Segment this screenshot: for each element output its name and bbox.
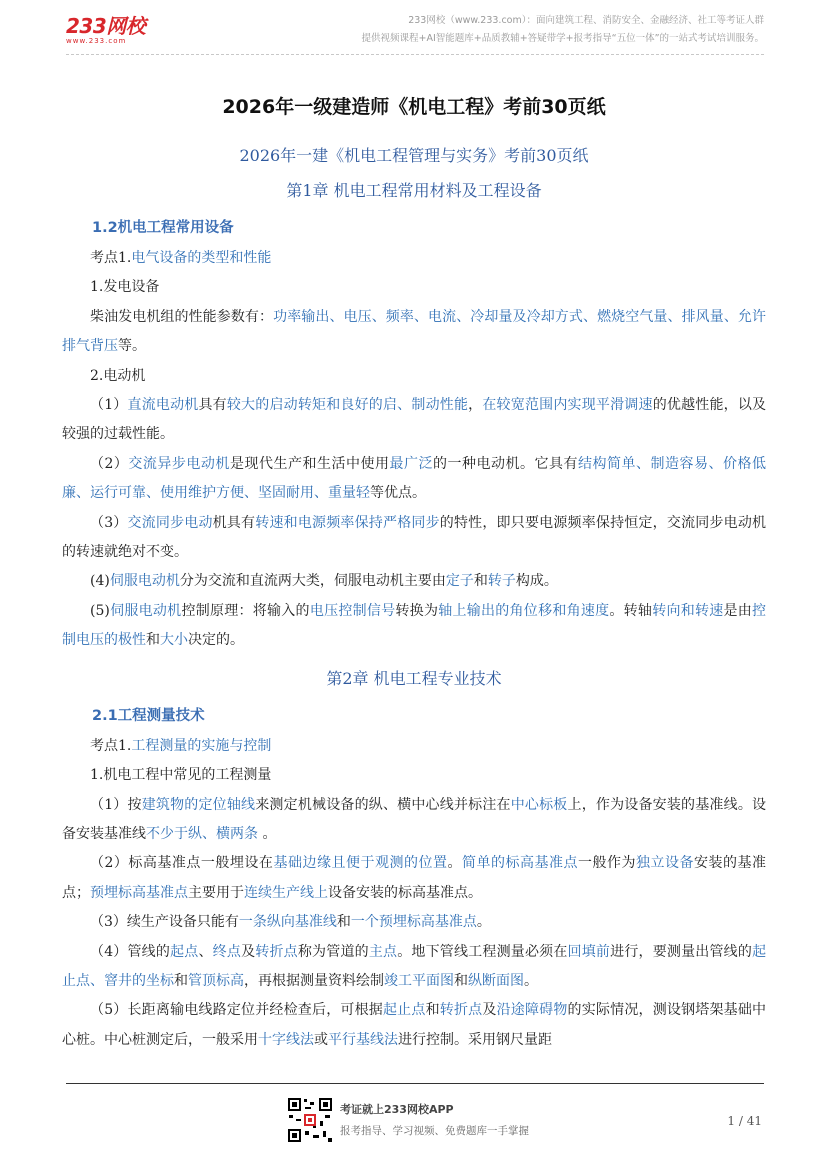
chapter-2-paragraphs [62, 732, 766, 1055]
body-text: 决定的。 [188, 632, 244, 649]
body-text: 构成。 [515, 573, 558, 590]
body-text: 和 [336, 914, 351, 931]
body-text: 转换为 [395, 602, 439, 619]
paragraph [62, 273, 766, 302]
paragraph [62, 362, 766, 391]
chapter-1-title: 第1章 机电工程常用材料及工程设备 [286, 181, 542, 200]
highlighted-text: 连续生产线上 [244, 884, 328, 901]
body-text: 考点1. [90, 737, 132, 754]
highlighted-text: 十字线法 [258, 1031, 314, 1048]
body-text: 的特性，即只要电源频率保持恒定，交流同步电动机的转速就绝对不变。 [62, 514, 767, 561]
body-text: 设备安装的标高基准点。 [328, 884, 482, 901]
body-text: 和 [473, 573, 488, 590]
paragraph [62, 849, 766, 908]
highlighted-text: 控制电压的极性 [62, 602, 767, 649]
body-text: （3）续生产设备只能有 [90, 914, 239, 931]
highlighted-text: 起止点、窨井的坐标 [62, 943, 767, 989]
paragraph [62, 597, 766, 656]
body-text: 的实际情况，测设钢塔架基础中心桩。中心桩测定后，一般采用 [62, 1002, 767, 1048]
body-text: ，再根据测量资料绘制 [244, 972, 384, 989]
highlighted-text: 转折点 [439, 1002, 483, 1019]
highlighted-text: 结构简单、制造容易、价格低廉、运行可靠、使用维护方便、坚固耐用、重量轻 [62, 455, 767, 502]
section-2-1-title: 2.1工程测量技术 [92, 707, 205, 724]
body-text: 等。 [118, 338, 146, 355]
body-text: （5）长距离输电线路定位并经检查后，可根据 [90, 1002, 383, 1019]
body-text: 或 [314, 1031, 328, 1048]
body-text: 的一种电动机。它具有 [432, 455, 579, 472]
paragraph [62, 938, 766, 997]
highlighted-text: 竣工平面图 [384, 972, 454, 989]
highlighted-text: 功率输出、电压、频率、电流、冷却量及冷却方式、燃烧空气量、排风量、允许排气背压 [62, 308, 767, 355]
highlighted-text: 伺服电动机 [109, 573, 180, 590]
body-text: 进行控制。采用钢尺量距 [398, 1031, 552, 1048]
body-text: 1.机电工程中常见的工程测量 [90, 767, 272, 784]
body-text: 考点1. [90, 250, 132, 266]
body-text: （2） [90, 455, 129, 472]
paragraph [62, 791, 766, 850]
highlighted-text: 定子 [445, 573, 474, 590]
paragraph [62, 761, 766, 790]
highlighted-text: 一条纵向基准线 [238, 914, 337, 931]
highlighted-text: 管顶标高 [188, 972, 244, 989]
highlighted-text: 主点 [368, 943, 398, 960]
body-text: 。 [447, 855, 462, 872]
chapter-2-title: 第2章 机电工程专业技术 [326, 668, 502, 688]
paragraph [62, 391, 766, 450]
highlighted-text: 基础边缘且便于观测的位置 [273, 855, 448, 872]
highlighted-text: 不少于纵、横两条 [146, 825, 258, 842]
body-text: 柴油发电机组的性能参数有： [90, 308, 274, 325]
footer-title: 考证就上233网校APP [340, 1103, 454, 1116]
header-line-1: 233网校（www.233.com）：面向建筑工程、消防安全、金融经济、社工等考证人群 [408, 15, 764, 26]
highlighted-text: 交流同步电动 [127, 514, 213, 531]
footer-subtitle: 报考指导、学习视频、免费题库一手掌握 [340, 1125, 529, 1137]
highlighted-text: 直流电动机 [127, 397, 199, 414]
body-text: 等优点。 [370, 485, 426, 502]
body-text: 和 [425, 1002, 440, 1019]
paragraph [62, 996, 766, 1055]
body-text: 。 [524, 972, 538, 989]
logo-url: www.233.com [66, 37, 127, 45]
body-text: 。 [476, 914, 491, 931]
body-text: 1.发电设备 [90, 279, 160, 296]
body-text: 称为管道的 [297, 943, 369, 960]
body-text: 。转轴 [609, 602, 653, 619]
body-text: ， [468, 397, 483, 414]
paragraph [62, 450, 766, 509]
highlighted-text: 工程测量的实施与控制 [131, 737, 272, 754]
paragraph [62, 908, 766, 937]
highlighted-text: 转子 [487, 573, 516, 590]
body-text: 进行，要测量出管线的 [610, 943, 753, 960]
highlighted-text: 纵断面图 [468, 972, 524, 989]
page-title: 2026年一级建造师《机电工程》考前30页纸 [222, 96, 606, 118]
highlighted-text: 在较宽范围内实现平滑调速 [482, 397, 653, 414]
qr-code-icon [287, 1097, 333, 1143]
document-body [62, 88, 766, 1055]
footer-divider [66, 1083, 764, 1084]
highlighted-text: 起点 [170, 943, 199, 960]
body-text: （2）标高基准点一般埋设在 [90, 855, 274, 872]
paragraph [62, 509, 766, 568]
chapter-1-paragraphs [62, 244, 766, 656]
header-divider [66, 54, 764, 55]
body-text: 。 [258, 825, 277, 842]
body-text: 来测定机械设备的纵、横中心线并标注在 [255, 796, 511, 813]
body-text: 和 [454, 972, 468, 989]
body-text: 、 [198, 943, 213, 960]
paragraph [62, 244, 766, 273]
paragraph [62, 567, 766, 596]
body-text: 是由 [723, 602, 753, 619]
paragraph [62, 303, 766, 362]
body-text: 控制原理：将输入的 [181, 602, 310, 619]
highlighted-text: 最广泛 [389, 455, 433, 472]
body-text: 和 [174, 972, 188, 989]
header-line-2: 提供视频课程+AI智能题库+品质教辅+答疑带学+报考指导“五位一体”的一站式考试培训服务。 [361, 33, 764, 44]
highlighted-text: 较大的启动转矩和良好的启、制动性能 [226, 397, 469, 414]
body-text: 的优越性能，以及较强的过载性能。 [62, 397, 767, 443]
body-text: （3） [90, 514, 128, 531]
highlighted-text: 转折点 [255, 943, 298, 960]
highlighted-text: 一个预埋标高基准点 [350, 914, 477, 931]
page-header [0, 0, 830, 58]
highlighted-text: 预埋标高基准点 [90, 884, 188, 901]
highlighted-text: 轴上输出的角位移和角速度 [438, 602, 610, 619]
body-text: 分为交流和直流两大类，伺服电动机主要由 [179, 573, 446, 590]
logo-brand: 233网校 [66, 14, 146, 38]
body-text: 具有 [198, 397, 227, 414]
highlighted-text: 中心标板 [510, 796, 568, 813]
body-text: 是现代生产和生活中使用 [229, 455, 390, 472]
body-text: 和 [146, 632, 160, 649]
body-text: 一般作为 [578, 855, 637, 872]
body-text: 上，作为设备安装的基准线。设备安装基准线 [62, 796, 767, 842]
body-text: 主要用于 [188, 884, 244, 901]
body-text: (4) [90, 573, 110, 590]
highlighted-text: 建筑物的定位轴线 [141, 796, 256, 813]
logo [66, 10, 166, 46]
document-subtitle: 2026年一建《机电工程管理与实务》考前30页纸 [239, 146, 589, 165]
highlighted-text: 回填前 [567, 943, 611, 960]
highlighted-text: 简单的标高基准点 [461, 855, 578, 872]
body-text: （1）按 [90, 796, 142, 813]
highlighted-text: 独立设备 [636, 855, 695, 872]
body-text: 安装的基准点； [62, 855, 767, 901]
highlighted-text: 电气设备的类型和性能 [131, 250, 272, 266]
header-description [362, 12, 765, 48]
highlighted-text: 伺服电动机 [109, 602, 182, 619]
highlighted-text: 平行基线法 [328, 1031, 398, 1048]
highlighted-text: 终点 [212, 943, 242, 960]
body-text: （4）管线的 [90, 943, 171, 960]
body-text: 2.电动机 [90, 367, 146, 384]
section-1-2-title: 1.2机电工程常用设备 [92, 220, 234, 236]
highlighted-text: 交流异步电动机 [128, 455, 230, 472]
body-text: 及 [241, 943, 256, 960]
body-text: 及 [482, 1002, 497, 1019]
highlighted-text: 沿途障碍物 [496, 1002, 568, 1019]
highlighted-text: 起止点 [382, 1002, 426, 1019]
highlighted-text: 电压控制信号 [309, 602, 396, 619]
highlighted-text: 转速和电源频率保持严格同步 [255, 514, 440, 531]
paragraph [62, 732, 766, 761]
body-text: 。地下管线工程测量必须在 [397, 943, 568, 960]
page-number: 1 / 41 [727, 1114, 762, 1128]
body-text: （1） [90, 397, 128, 414]
highlighted-text: 大小 [160, 632, 188, 649]
body-text: 机具有 [212, 514, 256, 531]
highlighted-text: 转向和转速 [652, 602, 724, 619]
body-text: (5) [90, 602, 110, 619]
